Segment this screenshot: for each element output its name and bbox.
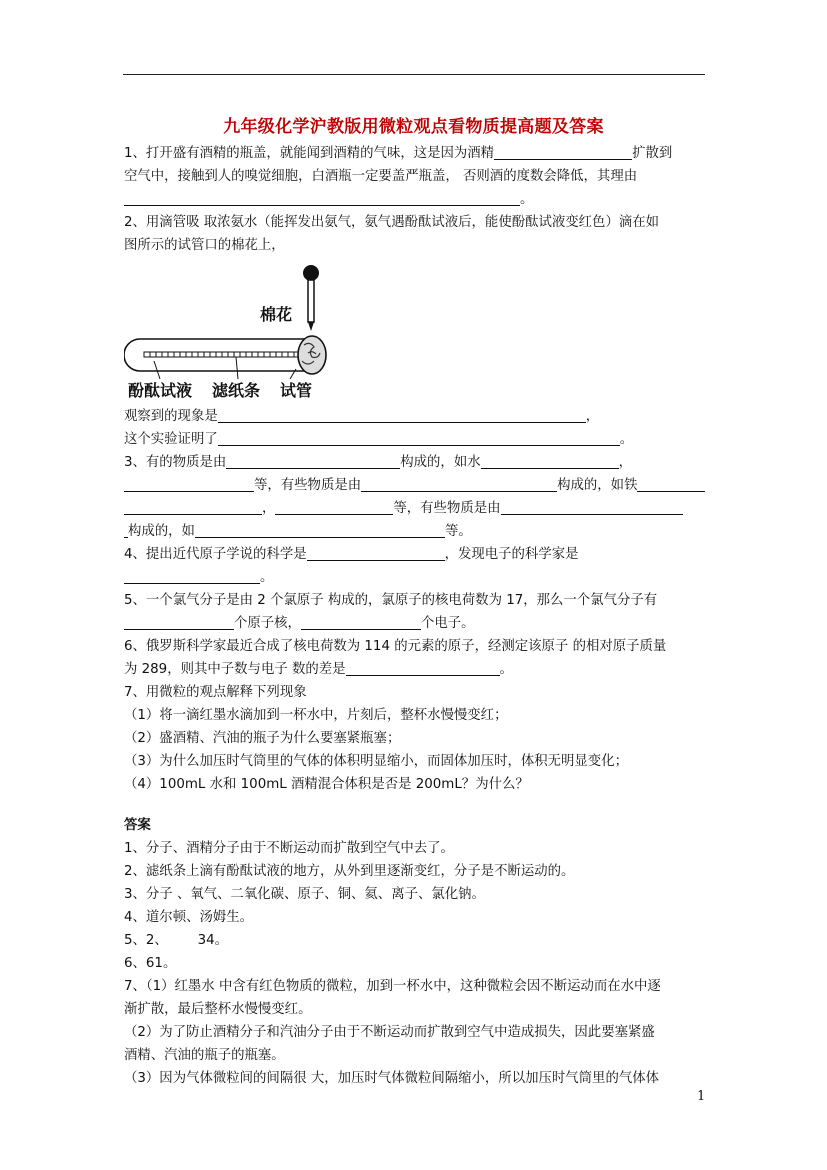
q7-line3: （3）为什么加压时气筒里的气体的体积明显缩小，而固体加压时，体积无明显变化； (124, 754, 628, 769)
answers-heading: 答案 (124, 818, 151, 833)
answer-5: 5、2、 34。 (124, 933, 229, 948)
q6-line2: 为 289，则其中子数与电子 数的差是 。 (124, 662, 513, 677)
q2-line1: 2、用滴管吸 取浓氨水（能挥发出氨气，氨气遇酚酞试液后，能使酚酞试液变红色）滴在如 (124, 215, 660, 230)
answer-4: 4、道尔顿、汤姆生。 (124, 910, 254, 925)
q5-blank-1[interactable] (124, 614, 234, 630)
header-rule (123, 74, 705, 75)
q2-observation: 观察到的现象是 ， (124, 409, 600, 424)
label-tube: 试管 (280, 381, 313, 400)
label-indicator: 酚酞试液 (128, 381, 193, 400)
indicator-leader (154, 361, 160, 379)
test-tube-figure (124, 261, 714, 403)
q3-blank-6[interactable] (124, 499, 262, 515)
answer-1: 1、分子、酒精分子由于不断运动而扩散到空气中去了。 (124, 841, 454, 856)
q3-blank-3[interactable] (124, 476, 254, 492)
q6-line1: 6、俄罗斯科学家最近合成了核电荷数为 114 的元素的原子，经测定该原子 的相对原子质量 (124, 639, 667, 654)
q4-blank-1[interactable] (307, 545, 445, 561)
q3-line1: 3、有的物质是由 构成的，如水 ， (124, 455, 632, 470)
page-title: 九年级化学沪教版用微粒观点看物质提高题及答案 (223, 117, 604, 137)
document-body (124, 142, 714, 1090)
label-strip: 滤纸条 (212, 381, 261, 400)
page-number: 1 (697, 1089, 706, 1104)
answer-6: 6、61。 (124, 956, 177, 971)
q7-line1: （1）将一滴红墨水滴加到一杯水中，片刻后，整杯水慢慢变红； (124, 708, 508, 723)
q1-blank-2[interactable] (124, 190, 520, 206)
q1-line2: 空气中，接触到人的嗅觉细胞，白酒瓶一定要盖严瓶盖， 否则酒的度数会降低，其理由 (124, 169, 638, 184)
q3-blank-1[interactable] (226, 453, 400, 469)
q7-line4: （4）100mL 水和 100mL 酒精混合体积是否是 200mL？为什么？ (124, 777, 529, 792)
q6-blank-1[interactable] (346, 660, 500, 676)
q5-blank-2[interactable] (301, 614, 421, 630)
q3-line4: 构成的，如 等。 (124, 520, 714, 543)
dropper-tube (308, 280, 314, 322)
q2-blank-proof[interactable] (218, 430, 620, 446)
answer-7-3a: （3）因为气体微粒间的间隔很 大，加压时气体微粒间隔缩小，所以加压时气筒里的气体体 (124, 1071, 660, 1086)
q1-line1: 1、打开盛有酒精的瓶盖，就能闻到酒精的气味，这是因为酒精 扩散到 (124, 146, 673, 161)
q3-line3: ， 等，有些物质是由 (124, 497, 714, 520)
cotton-plug (298, 336, 326, 374)
q3-blank-2[interactable] (481, 453, 619, 469)
answer-7-2b: 酒精、汽油的瓶子的瓶塞。 (124, 1048, 285, 1063)
q7-line0: 7、用微粒的观点解释下列现象 (124, 685, 307, 700)
strip-leader (236, 357, 238, 379)
answer-7-1a: 7、（1）红墨水 中含有红色物质的微粒，加到一杯水中，这种微粒会因不断运动而在水中逐 (124, 979, 661, 994)
q7-line2: （2）盛酒精、汽油的瓶子为什么要塞紧瓶塞； (124, 731, 401, 746)
q5-line2: 个原子核， 个电子。 (124, 612, 714, 635)
label-cotton: 棉花 (260, 305, 293, 324)
q3-blank-4[interactable] (361, 476, 557, 492)
answer-7-1b: 渐扩散，最后整杯水慢慢变红。 (124, 1002, 312, 1017)
q1-blank-1[interactable] (494, 144, 632, 160)
q5-line1: 5、一个氯气分子是由 2 个氯原子 构成的，氯原子的核电荷数为 17，那么一个氯气分子有 (124, 593, 658, 608)
q3-blank-5[interactable] (637, 476, 705, 492)
q4-line1: 4、提出近代原子学说的科学是 ，发现电子的科学家是 (124, 547, 579, 562)
dropper-tip (308, 322, 314, 331)
dropper-bulb (303, 265, 319, 281)
q2-proof: 这个实验证明了 。 (124, 432, 634, 447)
q3-line2: 等，有些物质是由 构成的，如铁 (124, 474, 714, 497)
answer-2: 2、滤纸条上滴有酚酞试液的地方，从外到里逐渐变红，分子是不断运动的。 (124, 864, 575, 879)
q3-blank-10[interactable] (195, 522, 445, 538)
q2-line2: 图所示的试管口的棉花上， (124, 238, 285, 253)
answer-3: 3、分子 、氧气、二氧化碳、原子、铜、氦、离子、氯化钠。 (124, 887, 485, 902)
q2-blank-obs[interactable] (218, 407, 586, 423)
q1-line3: 。 (124, 188, 714, 211)
q3-blank-8[interactable] (501, 499, 683, 515)
q3-blank-7[interactable] (275, 499, 393, 515)
q4-line2: 。 (124, 566, 714, 589)
q4-blank-2[interactable] (124, 568, 260, 584)
answer-7-2a: （2）为了防止酒精分子和汽油分子由于不断运动而扩散到空气中造成损失，因此要塞紧盛 (124, 1025, 655, 1040)
